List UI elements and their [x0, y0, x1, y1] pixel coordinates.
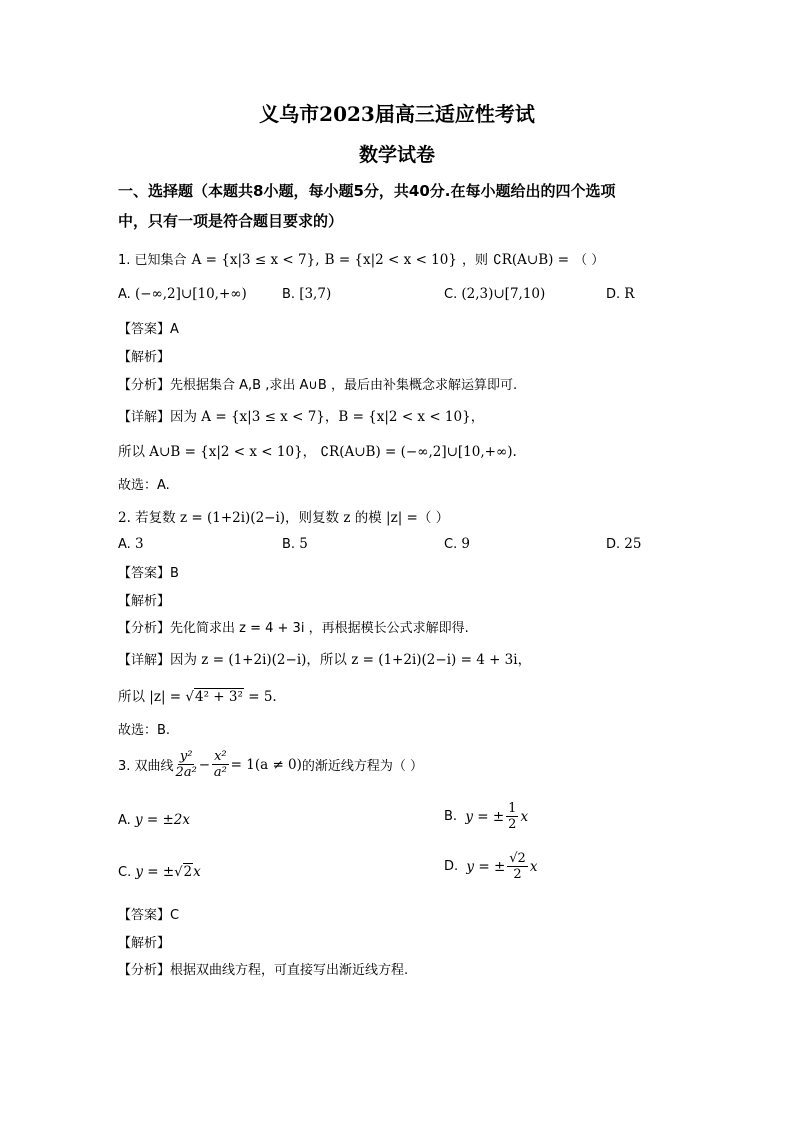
q2-guxuan: 故选：B. — [118, 723, 171, 738]
q2-suoyi: 所以 |z| = √4² + 3² = 5. — [118, 689, 277, 705]
q1-analysis-tag: 【解析】 — [118, 350, 171, 365]
q2-option-c: C. 9 — [444, 536, 470, 552]
q3-analysis-tag: 【解析】 — [118, 936, 171, 951]
q1-guxuan: 故选：A. — [118, 478, 170, 493]
q2-option-d: D. 25 — [606, 536, 642, 552]
q1-option-b: B. [3,7) — [282, 286, 332, 302]
q1-answer: 【答案】A — [118, 322, 179, 337]
q3-option-a: A. y = ±2x — [118, 812, 190, 828]
q2-option-b: B. 5 — [282, 536, 308, 552]
q3-stem: 3. 双曲线 $\frac{\text{y²}}{\text{2a²}}$ − $\frac{\text{x²}}{\text{a²}}$ = 1(a ≠ 0) 的渐近线方程为（ ） — [118, 749, 424, 780]
q1-fenxi: 【分析】先根据集合 A,B ,求出 A∪B ，最后由补集概念求解运算即可. — [118, 378, 518, 393]
q1-set-b: B = {x|2 < x < 10} — [324, 252, 457, 268]
q1-option-a: A. (−∞,2]∪[10,+∞) — [118, 286, 247, 302]
q1-xiangjie: 【详解】因为 A = {x|3 ≤ x < 7}，B = {x|2 < x < 10}， — [118, 409, 485, 425]
q1-suoyi: 所以 A∪B = {x|2 < x < 10}， ∁R(A∪B) = (−∞,2]∪[10,+∞). — [118, 444, 517, 460]
q1-stem: 1. 已知集合 A = {x|3 ≤ x < 7}, B = {x|2 < x < 10} ，则 ∁R(A∪B) = （ ） — [118, 252, 605, 268]
q3-option-c: C. y = ±√2x — [118, 864, 201, 880]
q3-answer: 【答案】C — [118, 908, 180, 923]
q2-fenxi: 【分析】先化简求出 z = 4 + 3i ，再根据模长公式求解即得. — [118, 621, 469, 636]
q1-set-a: A = {x|3 ≤ x < 7} — [191, 252, 316, 268]
q1-expr: ∁R(A∪B) = — [493, 252, 570, 268]
page-title: 义乌市2023届高三适应性考试 — [259, 102, 535, 126]
section-heading-line1: 一、选择题（本题共8小题，每小题5分，共40分.在每小题给出的四个选项 — [118, 182, 616, 200]
section-heading-line2: 中，只有一项是符合题目要求的） — [118, 212, 344, 230]
q2-option-a: A. 3 — [118, 536, 144, 552]
q3-option-d: D. y = ± $\frac{√2}{2}$ x — [444, 851, 538, 882]
q2-answer: 【答案】B — [118, 566, 179, 581]
q2-stem: 2. 若复数 z = (1+2i)(2−i)，则复数 z 的模 |z| =（ ） — [118, 510, 450, 526]
q1-option-c: C. (2,3)∪[7,10) — [444, 286, 546, 302]
page-subtitle: 数学试卷 — [358, 144, 435, 166]
q3-fenxi: 【分析】根据双曲线方程，可直接写出渐近线方程. — [118, 963, 409, 978]
q1-option-d: D. R — [606, 286, 635, 302]
q2-xiangjie: 【详解】因为 z = (1+2i)(2−i)，所以 z = (1+2i)(2−i) = 4 + 3i， — [118, 652, 532, 668]
q3-option-b: B. y = ± $\frac{1}{2}$ x — [444, 801, 529, 832]
q2-analysis-tag: 【解析】 — [118, 594, 171, 609]
q3-frac-y: $\frac{\text{y²}}{\text{2a²}}$ — [175, 749, 197, 780]
q3-frac-x: $\frac{\text{x²}}{\text{a²}}$ — [213, 749, 227, 780]
